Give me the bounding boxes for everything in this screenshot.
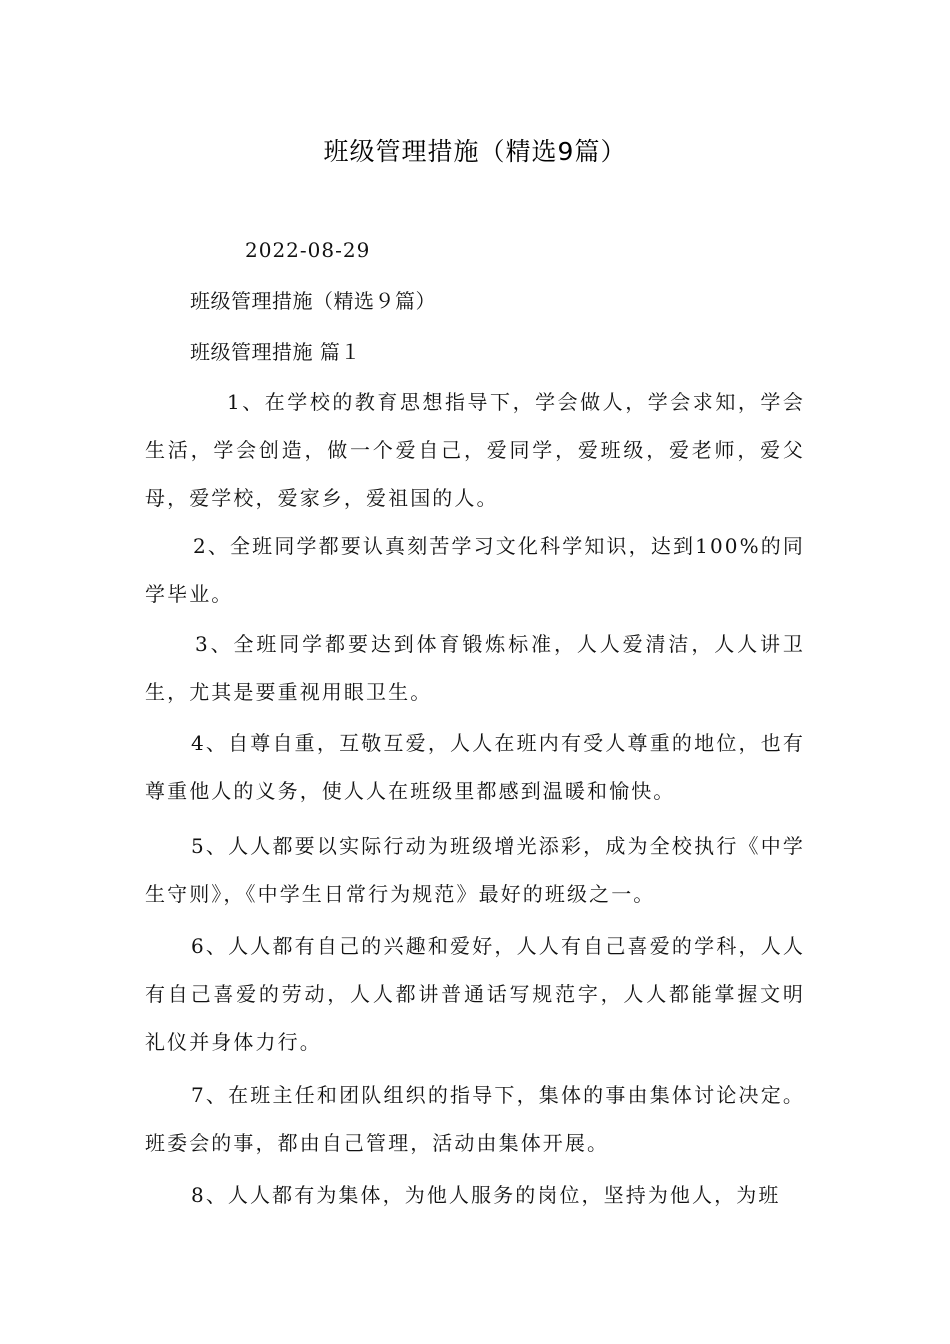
paragraph-4: 4、自尊自重，互敬互爱，人人在班内有受人尊重的地位，也有尊重他人的义务，使人人在班级里都感到温暖和愉快。: [145, 731, 805, 803]
paragraph-6: 6、人人都有自己的兴趣和爱好，人人有自己喜爱的学科，人人有自己喜爱的劳动，人人都讲普通话写规范字，人人都能掌握文明礼仪并身体力行。: [145, 934, 805, 1054]
document-date: 2022-08-29: [245, 238, 371, 262]
section-heading: 班级管理措施 篇１: [190, 340, 361, 364]
paragraph-2: 2、全班同学都要认真刻苦学习文化科学知识，达到100%的同学毕业。: [145, 534, 805, 606]
document-title: 班级管理措施（精选9篇）: [323, 137, 627, 166]
document-subtitle: 班级管理措施（精选９篇）: [190, 289, 436, 313]
paragraph-8: 8、人人都有为集体，为他人服务的岗位，坚持为他人，为班: [191, 1183, 781, 1207]
paragraph-5: 5、人人都要以实际行动为班级增光添彩，成为全校执行《中学生守则》，《中学生日常行为规范》最好的班级之一。: [145, 834, 805, 906]
paragraph-3: 3、全班同学都要达到体育锻炼标准，人人爱清洁，人人讲卫生，尤其是要重视用眼卫生。: [145, 632, 805, 704]
paragraph-7: 7、在班主任和团队组织的指导下，集体的事由集体讨论决定。班委会的事，都由自己管理，活动由集体开展。: [145, 1083, 805, 1155]
paragraph-1: 1、在学校的教育思想指导下，学会做人，学会求知，学会生活，学会创造，做一个爱自己，爱同学，爱班级，爱老师，爱父母，爱学校，爱家乡，爱祖国的人。: [145, 390, 805, 510]
